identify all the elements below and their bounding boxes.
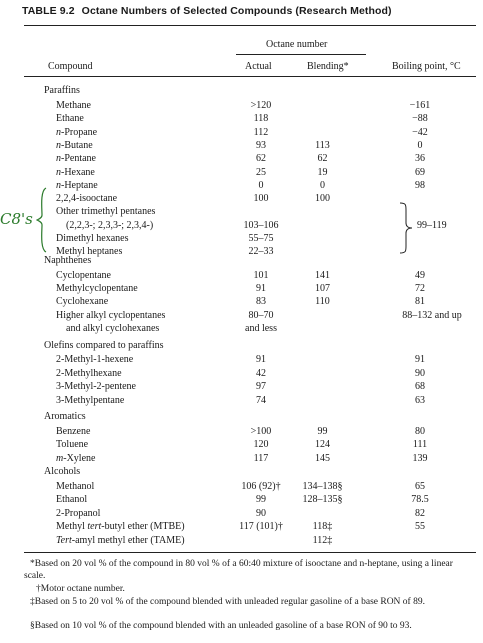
cell-actual: 106 (92)† [241,481,281,492]
cell-blending: 112‡ [312,535,333,546]
cell-bp: 36 [415,153,425,164]
table-row [0,508,483,521]
cell-actual: 117 [253,453,269,464]
cell-bp: 82 [415,508,425,519]
cell-compound: Methanol [56,481,95,492]
cell-actual: 117 (101)† [239,521,283,532]
handwritten-note: C8's [0,210,33,228]
cell-compound: Methylcyclopentane [56,283,138,294]
cell-bp: 78.5 [411,494,429,505]
cell-actual: >100 [250,426,272,437]
table-row [0,296,483,309]
cell-bp: 55 [415,521,425,532]
cell-actual: 97 [256,381,266,392]
cell-compound: 3-Methylpentane [56,395,125,406]
cell-actual: 62 [256,153,266,164]
cell-actual: 22–33 [248,246,274,257]
cell-bp: 111 [412,439,428,450]
table-row [0,140,483,153]
cell-actual: 25 [256,167,266,178]
cell-actual: 99 [256,494,266,505]
cell-compound: Ethanol [56,494,88,505]
cell-actual: 103–106 [243,220,279,231]
table-row [0,220,483,233]
cell-compound: Other trimethyl pentanes [56,206,156,217]
cell-bp: 80 [415,426,425,437]
table-number: TABLE 9.2 [22,5,75,17]
cell-blending: 110 [315,296,330,307]
cell-bp: 91 [415,354,425,365]
table-title [22,5,392,17]
cell-compound: Higher alkyl cyclopentanes [56,310,166,321]
cell-compound: 2-Propanol [56,508,101,519]
table-row [0,310,483,323]
cell-blending: 134–138§ [302,481,343,492]
table-row [0,354,483,367]
cell-actual: 80–70 [248,310,274,321]
table-row [0,521,483,534]
footnote-3: ‡Based on 5 to 20 vol % of the compound blended with unleaded regular gasoline of a base RON of 89. [30,597,425,607]
table-row [0,535,483,548]
boiling-point-header: Boiling point, °C [392,61,461,72]
cell-blending: 99 [317,426,328,437]
boiling-brace-value: 99–119 [417,220,447,231]
cell-compound: (2,2,3-; 2,3,3-; 2,3,4-) [66,220,154,231]
table-row [0,113,483,126]
section-heading: Olefins compared to paraffins [44,340,164,351]
table-row [0,233,483,246]
cell-blending: 19 [317,167,328,178]
cell-bp: 63 [415,395,425,406]
table-row [0,180,483,193]
cell-compound: Methyl heptanes [56,246,123,257]
section-heading: Paraffins [44,85,80,96]
group-rule [236,54,366,55]
table-row [0,439,483,452]
table-row [0,193,483,206]
cell-blending: 100 [315,193,330,204]
cell-blending: 113 [315,140,330,151]
cell-compound: Cyclopentane [56,270,111,281]
cell-compound: Cyclohexane [56,296,109,307]
cell-compound: 3-Methyl-2-pentene [56,381,136,392]
cell-compound: Methyl tert-butyl ether (MTBE) [56,521,185,532]
table-row [0,283,483,296]
cell-blending: 0 [320,180,325,191]
cell-actual: >120 [250,100,272,111]
cell-compound: n-Pentane [56,153,96,164]
cell-actual: 101 [253,270,269,281]
cell-actual: 90 [256,508,266,519]
table-row [0,368,483,381]
cell-compound: Toluene [56,439,89,450]
table-row [0,323,483,336]
cell-compound: n-Hexane [56,167,95,178]
cell-bp: −161 [409,100,431,111]
cell-actual: 120 [253,439,269,450]
cell-bp: −42 [412,127,428,138]
blending-header: Blending* [307,61,349,72]
table-row [0,426,483,439]
cell-compound: and alkyl cyclohexanes [66,323,160,334]
top-rule [24,25,476,26]
compound-header: Compound [48,61,93,72]
cell-actual: 42 [256,368,266,379]
table-row [0,100,483,113]
cell-compound: Dimethyl hexanes [56,233,129,244]
table-row [0,206,483,219]
cell-bp: 139 [412,453,428,464]
cell-actual: 93 [256,140,266,151]
cell-actual: 118 [253,113,269,124]
cell-actual: 112 [253,127,269,138]
cell-blending: 118‡ [312,521,333,532]
cell-bp: 68 [415,381,425,392]
cell-bp: 65 [415,481,425,492]
cell-bp: 88–132 and up [402,310,462,321]
octane-number-header: Octane number [266,39,328,50]
cell-blending: 107 [315,283,330,294]
table-row [0,381,483,394]
table-row [0,270,483,283]
table-row [0,127,483,140]
table-row [0,153,483,166]
cell-compound: Methane [56,100,91,111]
cell-actual: 100 [253,193,269,204]
cell-blending: 62 [317,153,328,164]
footnote-1: *Based on 20 vol % of the compound in 80 vol % of a 60:40 mixture of isooctane and n-heptane, using a linear scale. [24,559,453,581]
cell-actual: 91 [256,354,266,365]
section-heading: Naphthenes [44,255,92,266]
cell-compound: Ethane [56,113,84,124]
cell-actual: 83 [256,296,266,307]
cell-blending: 128–135§ [302,494,343,505]
cell-bp: 69 [415,167,425,178]
cell-actual: 74 [256,395,266,406]
cell-compound: 2-Methyl-1-hexene [56,354,134,365]
table-row [0,453,483,466]
table-caption: Octane Numbers of Selected Compounds (Research Method) [81,5,392,17]
section-heading: Alcohols [44,466,81,477]
cell-blending: 141 [315,270,330,281]
cell-compound: n-Heptane [56,180,98,191]
cell-compound: 2,2,4-isooctane [56,193,118,204]
section-heading: Aromatics [44,411,86,422]
actual-header: Actual [245,61,272,72]
bottom-rule [24,552,476,553]
cell-blending: 124 [315,439,330,450]
table-row [0,167,483,180]
cell-actual: 0 [258,180,264,191]
cell-bp: 49 [415,270,425,281]
cell-bp: 90 [415,368,425,379]
cell-bp: 81 [415,296,425,307]
cell-compound: n-Propane [56,127,98,138]
cell-bp: −88 [412,113,428,124]
cell-compound: Tert-amyl methyl ether (TAME) [56,535,185,546]
footnote-2: †Motor octane number. [36,584,125,594]
footnote-4: §Based on 10 vol % of the compound blended with an unleaded gasoline of a base RON of 90 to 93. [30,621,412,631]
cell-bp: 0 [417,140,423,151]
table-row [0,494,483,507]
cell-compound: m-Xylene [56,453,96,464]
cell-actual: and less [245,323,277,334]
cell-blending: 145 [315,453,330,464]
cell-compound: 2-Methylhexane [56,368,122,379]
cell-bp: 72 [415,283,425,294]
table-row [0,395,483,408]
cell-bp: 98 [415,180,425,191]
header-rule [24,76,476,77]
table-row [0,481,483,494]
cell-compound: n-Butane [56,140,93,151]
cell-compound: Benzene [56,426,91,437]
cell-actual: 55–75 [248,233,274,244]
cell-actual: 91 [256,283,266,294]
